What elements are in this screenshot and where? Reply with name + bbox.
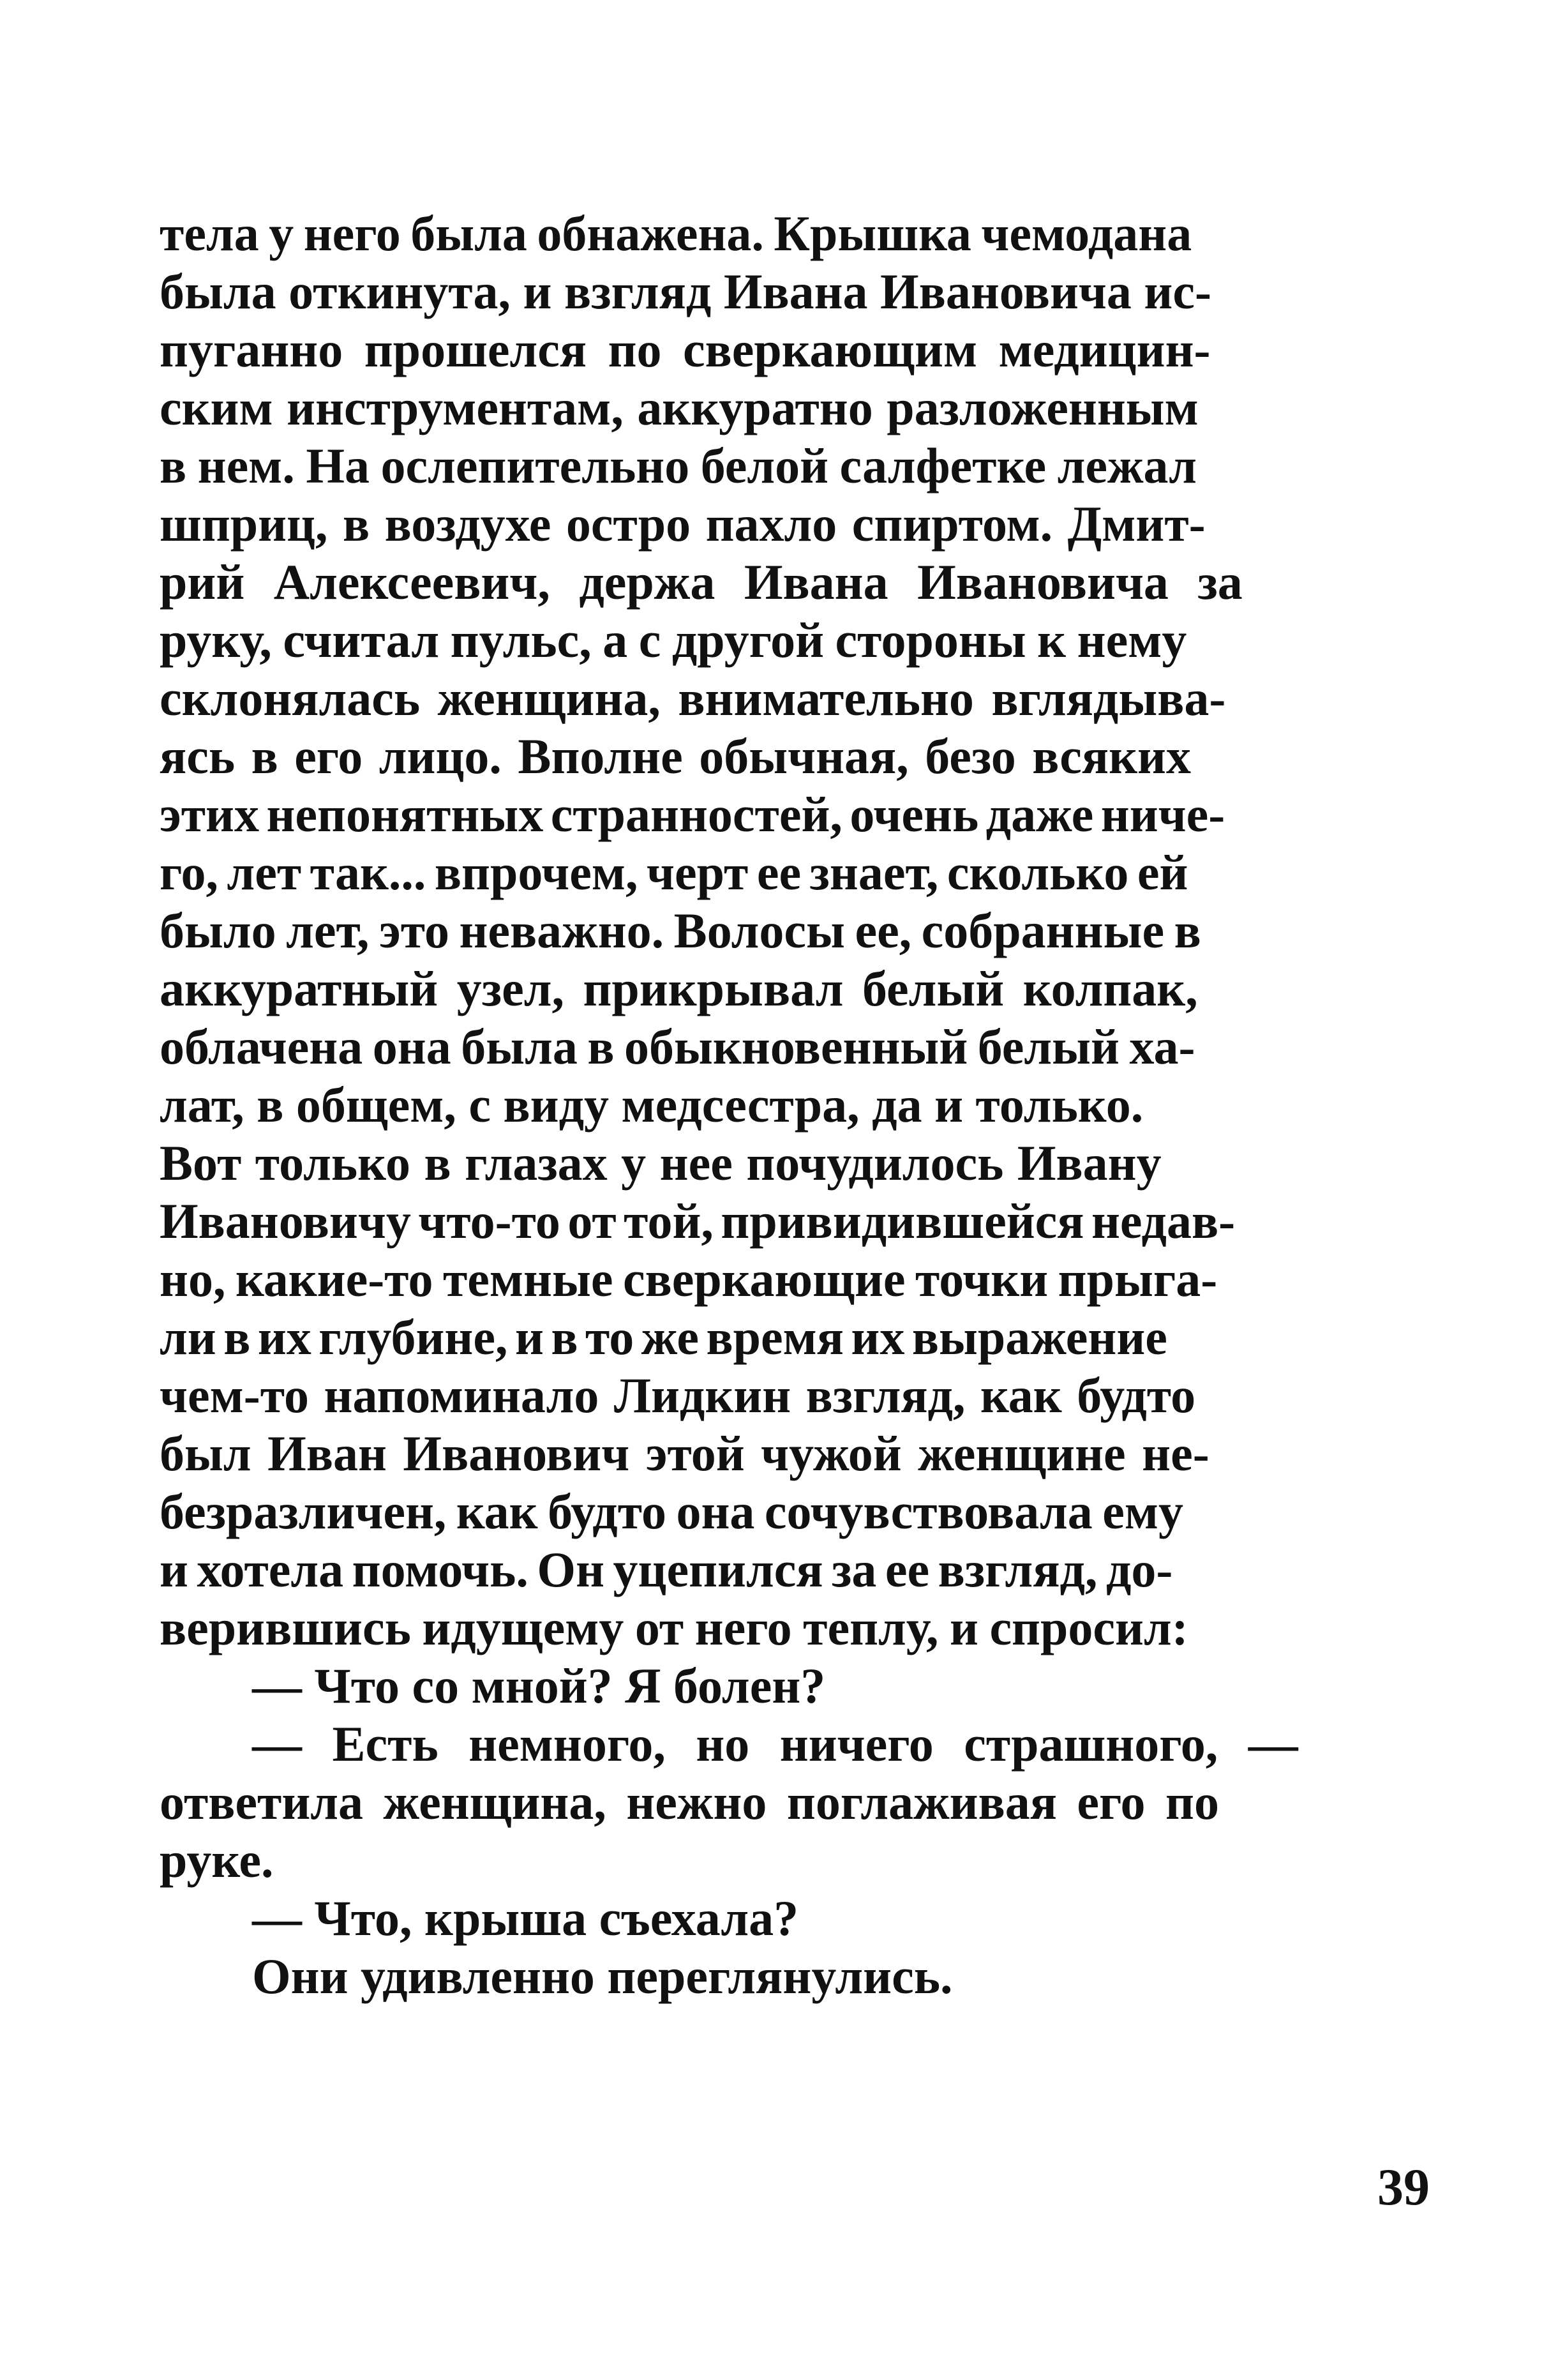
- text-line: склонялась женщина, внимательно вглядыва-: [160, 670, 1226, 726]
- text-line: безразличен, как будто она сочувствовала ему: [160, 1484, 1183, 1539]
- text-line: рий Алексеевич, держа Ивана Ивановича за: [160, 554, 1243, 610]
- text-line: руку, считал пульс, а с другой стороны к нему: [160, 612, 1187, 668]
- text-line: лат, в общем, с виду медсестра, да и только.: [160, 1077, 1144, 1133]
- text-line: ли в их глубине, и в то же время их выражение: [160, 1309, 1167, 1365]
- text-line: шприц, в воздухе остро пахло спиртом. Дмит-: [160, 496, 1206, 552]
- text-line: но, какие-то темные сверкающие точки прыга-: [160, 1251, 1218, 1307]
- text-line: руке.: [160, 1832, 274, 1888]
- page-number: 39: [1377, 2158, 1430, 2216]
- text-line: чем-то напоминало Лидкин взгляд, как будто: [160, 1367, 1196, 1423]
- text-line: и хотела помочь. Он уцепился за ее взгляд, до-: [160, 1542, 1173, 1597]
- text-line: тела у него была обнажена. Крышка чемодана: [160, 206, 1192, 261]
- body-text: [160, 204, 1436, 2005]
- text-line: была откинута, и взгляд Ивана Ивановича ис-: [160, 264, 1211, 319]
- text-line: было лет, это неважно. Волосы ее, собранные в: [160, 903, 1201, 958]
- text-line: верившись идущему от него теплу, и спросил:: [160, 1600, 1188, 1655]
- text-line: в нем. На ослепительно белой салфетке лежал: [160, 438, 1197, 493]
- text-line: облачена она была в обыкновенный белый ха-: [160, 1019, 1195, 1074]
- dialogue-line: — Есть немного, но ничего страшного, —: [252, 1716, 1298, 1772]
- text-line: ясь в его лицо. Вполне обычная, безо всяких: [160, 728, 1191, 784]
- text-line: го, лет так... впрочем, черт ее знает, сколько ей: [160, 845, 1188, 900]
- text-line: Они удивленно переглянулись.: [252, 1948, 953, 2004]
- text-line: Вот только в глазах у нее почудилось Ивану: [160, 1135, 1162, 1191]
- dialogue-line: — Что, крыша съехала?: [252, 1890, 799, 1946]
- text-line: аккуратный узел, прикрывал белый колпак,: [160, 961, 1198, 1016]
- dialogue-line: — Что со мной? Я болен?: [252, 1658, 826, 1713]
- text-line: ским инструментам, аккуратно разложенным: [160, 380, 1199, 435]
- text-line: ответила женщина, нежно поглаживая его по: [160, 1774, 1219, 1830]
- text-line: Ивановичу что-то от той, привидившейся недав-: [160, 1193, 1236, 1249]
- text-line: пуганно прошелся по сверкающим медицин-: [160, 322, 1211, 377]
- text-line: этих непонятных странностей, очень даже ниче-: [160, 787, 1225, 842]
- text-line: был Иван Иванович этой чужой женщине не-: [160, 1426, 1209, 1481]
